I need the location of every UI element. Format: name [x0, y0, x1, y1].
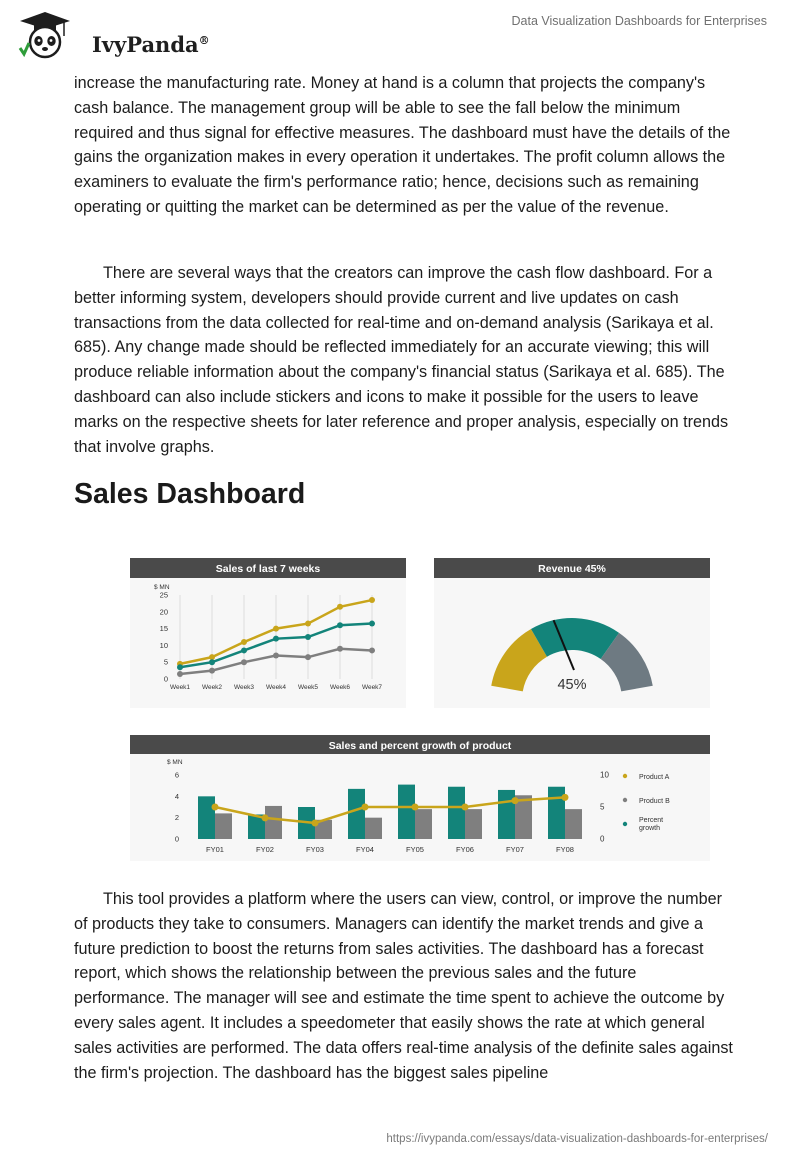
sales-weeks-svg [130, 558, 406, 708]
sales-weeks-chart [130, 558, 406, 708]
growth-point [462, 804, 469, 811]
x-tick-label: Week6 [329, 684, 351, 691]
footer-url[interactable]: https://ivypanda.com/essays/data-visualization-dashboards-for-enterprises/ [386, 1133, 768, 1145]
bar [565, 809, 582, 839]
x-tick-label: Week1 [169, 684, 191, 691]
legend-label: Product A [639, 774, 670, 781]
bar [465, 809, 482, 839]
brand-name: IvyPanda® [92, 32, 210, 57]
data-point [369, 621, 375, 627]
y-tick-label-right: 10 [600, 770, 609, 780]
y-axis-label: $ MN [167, 759, 183, 766]
chart-title: Sales of last 7 weeks [215, 563, 321, 575]
bar [265, 806, 282, 839]
data-point [305, 634, 311, 640]
y-tick-label: 5 [163, 657, 168, 667]
data-point [241, 659, 247, 665]
growth-point [212, 804, 219, 811]
y-tick-label-left: 2 [174, 813, 179, 823]
legend-marker [623, 798, 627, 802]
y-tick-label: 15 [159, 624, 168, 634]
data-point [337, 646, 343, 652]
product-growth-svg [130, 735, 710, 861]
bar [448, 787, 465, 839]
data-point [305, 654, 311, 660]
data-point [209, 668, 215, 674]
data-point [337, 622, 343, 628]
data-point [177, 664, 183, 670]
revenue-gauge-svg [434, 558, 710, 708]
y-tick-label: 20 [159, 607, 168, 617]
x-tick-label: FY08 [556, 845, 574, 854]
gauge-value-label: 45% [557, 677, 587, 693]
growth-point [362, 804, 369, 811]
legend-label: Product B [639, 798, 670, 805]
x-tick-label: Week3 [233, 684, 255, 691]
legend-label: growth [639, 825, 661, 832]
growth-point [562, 794, 569, 801]
x-tick-label: Week2 [201, 684, 223, 691]
y-tick-label-left: 4 [174, 791, 179, 801]
growth-point [412, 804, 419, 811]
bar [548, 787, 565, 839]
legend-marker [623, 774, 627, 778]
data-point [369, 597, 375, 603]
y-tick-label-right: 5 [600, 802, 605, 812]
data-point [305, 621, 311, 627]
paragraph-1 [74, 71, 734, 220]
revenue-gauge-chart [434, 558, 710, 708]
y-tick-label-left: 6 [174, 770, 179, 780]
x-tick-label: FY07 [506, 845, 524, 854]
data-point [241, 639, 247, 645]
x-tick-label: FY01 [206, 845, 224, 854]
x-tick-label: FY04 [356, 845, 374, 854]
chart-title: Sales and percent growth of product [328, 740, 512, 752]
data-point [337, 604, 343, 610]
x-tick-label: FY05 [406, 845, 424, 854]
bar [498, 790, 515, 839]
data-point [241, 647, 247, 653]
paragraph-3-text: This tool provides a platform where the users can view, control, or improve the number of products they take to consumers. Managers can identify the market trends and give a future prediction to boost the returns from sales activities. The dashboard has a forecast report, which shows the relationship between the previous sales and the future performance. The manager will see and estimate the time spent to achieve the outcome by every sales agent. It includes a speedometer that easily shows the rate at which general sales activities are performed. The data offers real-time analysis of the definite sales against the firm's projection. The dashboard has the biggest sales pipeline [74, 890, 733, 1082]
bar [215, 813, 232, 839]
x-tick-label: FY03 [306, 845, 324, 854]
x-tick-label: Week4 [265, 684, 287, 691]
panda-logo-icon [14, 10, 76, 60]
data-point [177, 671, 183, 677]
legend-label: Percent [639, 817, 664, 824]
bar [198, 796, 215, 839]
x-tick-label: FY02 [256, 845, 274, 854]
paragraph-3 [74, 887, 734, 1085]
data-point [273, 626, 279, 632]
legend-marker [623, 822, 627, 826]
data-point [209, 659, 215, 665]
data-point [273, 636, 279, 642]
product-growth-chart [130, 735, 710, 861]
data-point [273, 652, 279, 658]
y-tick-label: 25 [159, 590, 168, 600]
bar [415, 809, 432, 839]
y-tick-label-left: 0 [174, 834, 179, 844]
document-title: Data Visualization Dashboards for Enterprises [511, 14, 767, 28]
x-tick-label: FY06 [456, 845, 474, 854]
paragraph-1-text: increase the manufacturing rate. Money at hand is a column that projects the company's cash balance. The management group will be able to see the fall below the minimum required and thus signal for effective measures. The dashboard must have the details of the gains the organization makes in every operation it undertakes. The profit column allows the examiners to evaluate the firm's performance ratio; hence, decisions such as remaining operating or quitting the market can be determined as per the value of the revenue. [74, 74, 731, 216]
x-tick-label: Week5 [297, 684, 319, 691]
bar [398, 785, 415, 839]
bar [365, 818, 382, 839]
bar [348, 789, 365, 839]
growth-point [312, 820, 319, 827]
y-tick-label: 0 [163, 674, 168, 684]
data-point [369, 647, 375, 653]
x-tick-label: Week7 [361, 684, 383, 691]
y-axis-label: $ MN [154, 584, 170, 591]
paragraph-2 [74, 261, 734, 459]
growth-point [512, 797, 519, 804]
page-header [0, 0, 800, 70]
y-tick-label-right: 0 [600, 834, 605, 844]
chart-title: Revenue 45% [538, 563, 606, 575]
section-heading: Sales Dashboard [74, 478, 306, 510]
paragraph-2-text: There are several ways that the creators can improve the cash flow dashboard. For a better informing system, developers should provide current and live updates on cash transactions from the data collected for real-time and on-demand analysis (Sarikaya et al. 685). Any change made should be reflected immediately for an accurate viewing; this will produce reliable information about the company's financial status (Sarikaya et al. 685). The dashboard can also include stickers and icons to make it possible for the users to leave marks on the respective sheets for later reference and proper analysis, especially on trends that involve graphs. [74, 264, 729, 456]
logo[interactable] [14, 10, 214, 60]
growth-point [262, 814, 269, 821]
y-tick-label: 10 [159, 640, 168, 650]
